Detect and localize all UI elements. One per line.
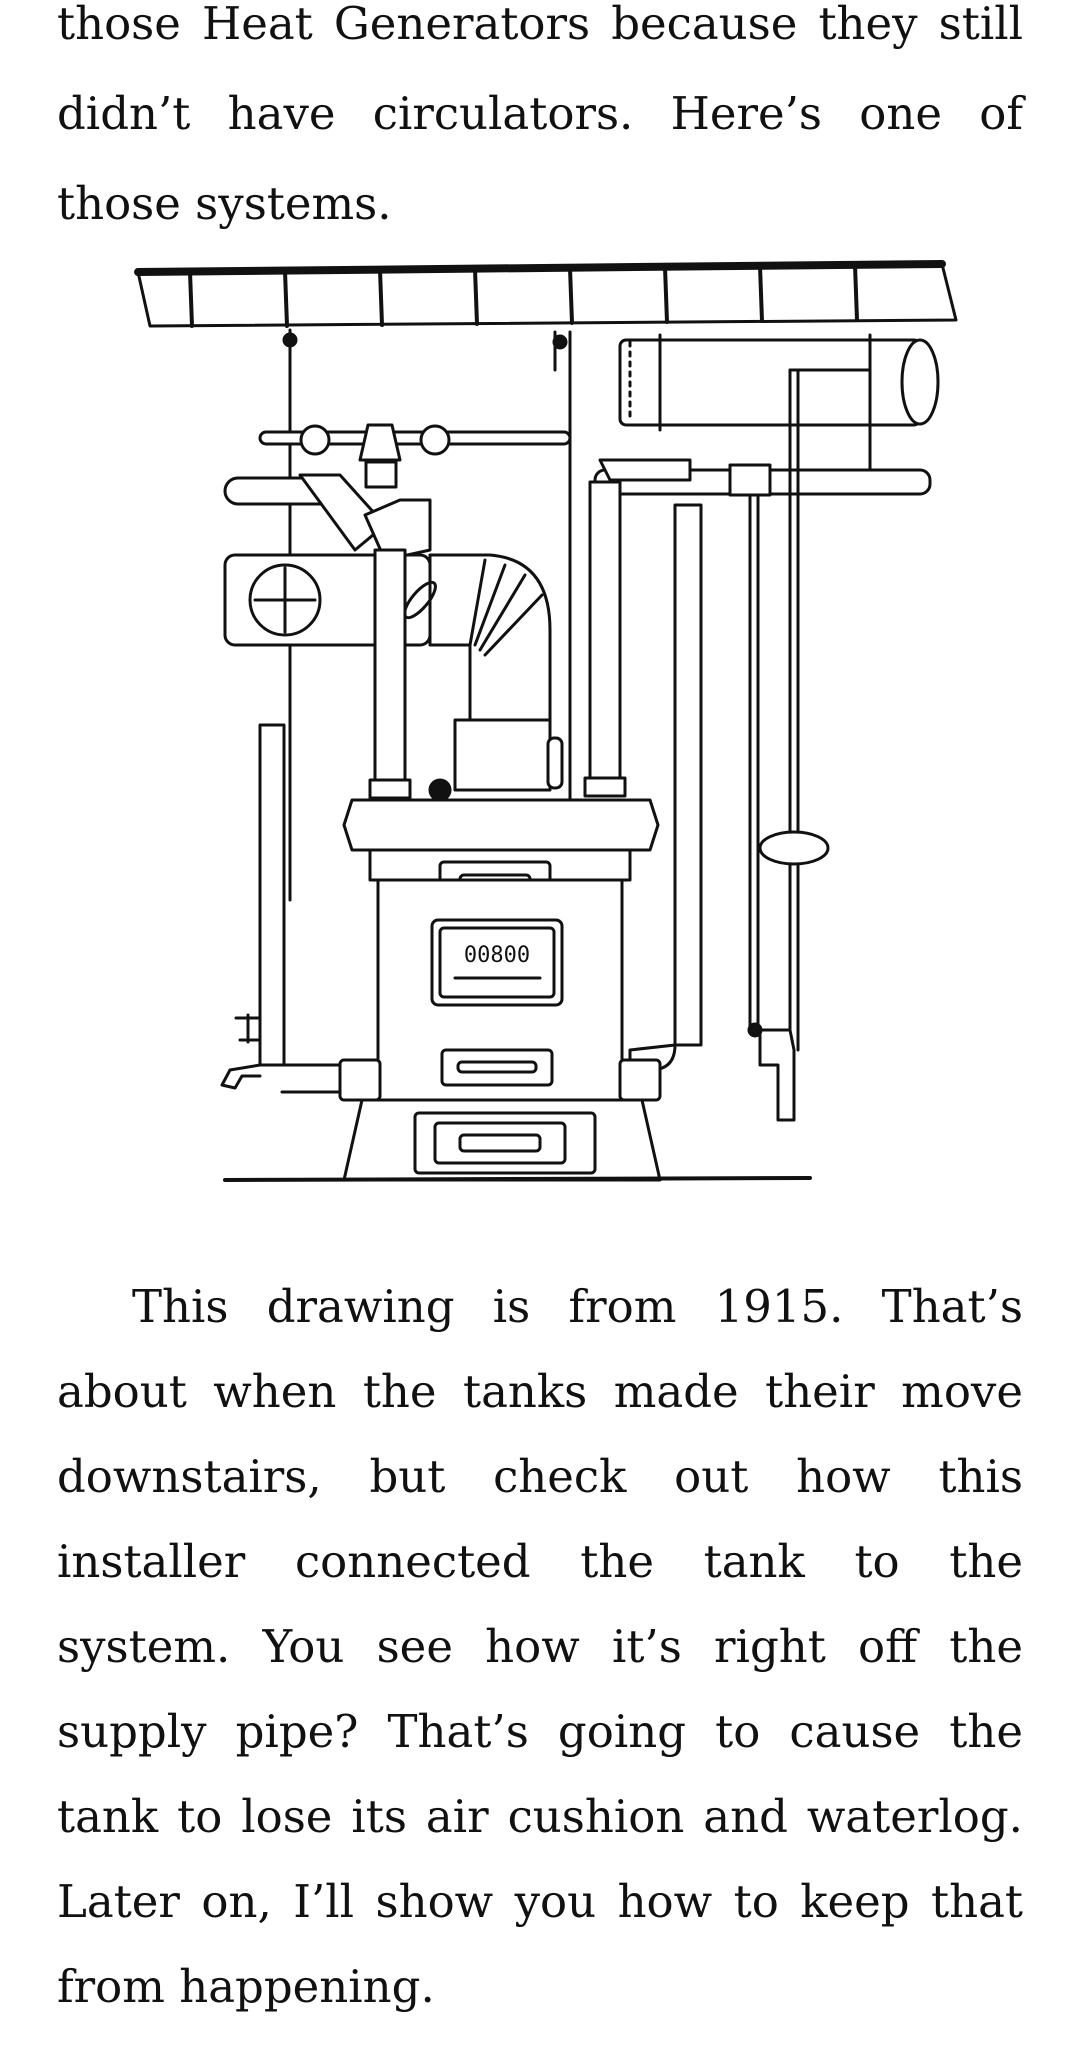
paragraph-top: those Heat Generators because they still didn’t have circulators. Here’s one of those systems.	[57, 0, 1023, 230]
paragraph-bottom: This drawing is from 1915. That’s about when the tanks made their move downstairs, but check out how this installer connected the tank to the system. You see how it’s right off the supply pipe? That’s going to cause the tank to lose its air cushion and waterlog. Later on, I’ll show you how to keep that from happening.	[57, 1280, 1023, 2013]
boiler-gauge-digits: 00800	[463, 943, 531, 968]
boiler-system-illustration	[130, 250, 960, 1210]
